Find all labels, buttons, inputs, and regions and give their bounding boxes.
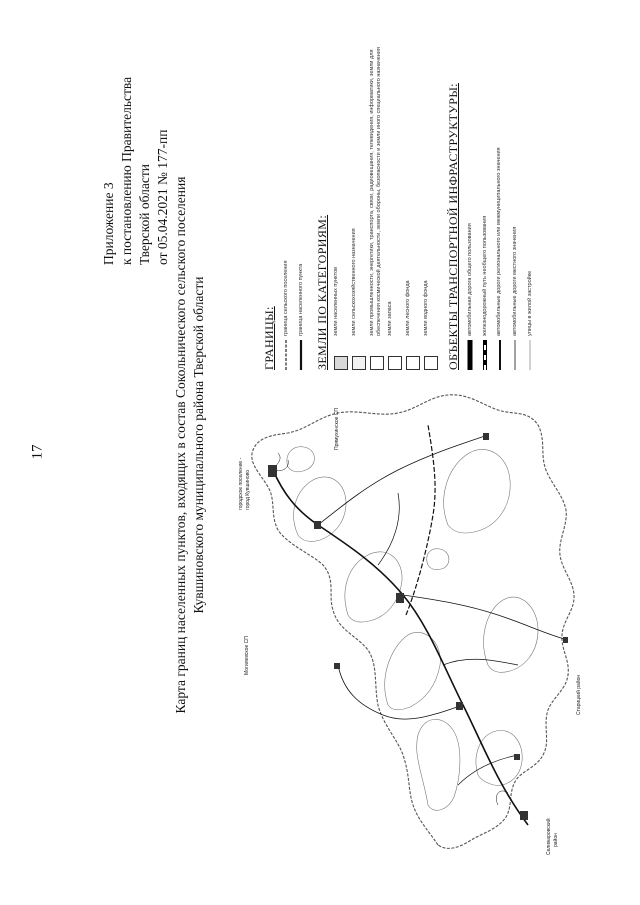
legend-item bbox=[405, 20, 420, 370]
legend-label: автомобильные дороги регионального или межмуниципального значения bbox=[496, 147, 503, 336]
map-label-gorodskoe: город Кувшиново bbox=[245, 469, 251, 510]
settlement bbox=[563, 637, 568, 643]
legend-item bbox=[351, 20, 366, 370]
legend-heading-categories: ЗЕМЛИ ПО КАТЕГОРИЯМ: bbox=[315, 214, 329, 370]
legend-item bbox=[423, 20, 438, 370]
category-swatch bbox=[406, 336, 420, 370]
page-number: 17 bbox=[29, 444, 46, 460]
legend-item bbox=[294, 20, 307, 370]
regional-road bbox=[273, 470, 528, 825]
settlement bbox=[334, 663, 340, 669]
settlement bbox=[520, 811, 528, 820]
legend-label: железнодорожный путь необщего пользования bbox=[481, 215, 488, 336]
legend-item bbox=[279, 20, 292, 370]
map-label-selizharovsky: район bbox=[553, 833, 559, 847]
forest-area bbox=[444, 449, 510, 533]
settlement-boundary-symbol bbox=[283, 336, 289, 370]
legend-label: автомобильная дорога общего пользования bbox=[466, 223, 473, 336]
public-road-symbol bbox=[466, 336, 474, 370]
legend-item bbox=[478, 20, 491, 370]
title-line: Кувшиновского муниципального района Тверской области bbox=[191, 276, 206, 614]
water-body bbox=[287, 447, 314, 472]
railway-symbol bbox=[481, 336, 489, 370]
legend-heading-infrastructure: ОБЪЕКТЫ ТРАНСПОРТНОЙ ИНФРАСТРУКТУРЫ: bbox=[446, 83, 460, 370]
legend-item bbox=[387, 20, 402, 370]
map-legend bbox=[262, 20, 538, 370]
street-symbol bbox=[526, 336, 534, 370]
legend-label: граница населенного пункта bbox=[297, 263, 304, 336]
legend-label: земли населенных пунктов bbox=[333, 266, 339, 336]
legend-item bbox=[463, 20, 476, 370]
settlement bbox=[396, 593, 404, 603]
forest-area bbox=[417, 719, 460, 810]
category-swatch bbox=[370, 336, 384, 370]
title-line: Карта границ населенных пунктов, входящих в состав Сокольнического сельского поселения bbox=[173, 176, 188, 714]
local-road bbox=[378, 493, 399, 565]
local-road-symbol bbox=[511, 336, 519, 370]
local-road bbox=[458, 755, 518, 785]
legend-label: земли лесного фонда bbox=[405, 280, 411, 336]
legend-item bbox=[523, 20, 536, 370]
legend-item bbox=[333, 20, 348, 370]
local-road bbox=[318, 435, 488, 525]
forest-area bbox=[345, 552, 402, 622]
local-road bbox=[443, 659, 518, 665]
legend-label: земли промышленности, энергетики, транспорта, связи, радиовещания, телевидения, информатики, земли для обеспечения космической деятельности, земли обороны, безопасности и земли иного специального назначения bbox=[369, 47, 382, 336]
appendix-line: к постановлению Правительства bbox=[119, 76, 134, 265]
legend-heading-boundaries: ГРАНИЦЫ: bbox=[262, 306, 276, 370]
legend-item bbox=[493, 20, 506, 370]
appendix-block bbox=[100, 5, 172, 265]
legend-label: земли сельскохозяйственного назначения bbox=[351, 228, 357, 336]
legend-label: граница сельского поселения bbox=[282, 260, 289, 336]
map-label-pryamukhinskoe: Прямухинское СП bbox=[334, 408, 340, 450]
category-swatch bbox=[388, 336, 402, 370]
appendix-line: Приложение 3 bbox=[101, 182, 116, 265]
forest-area bbox=[385, 632, 441, 709]
appendix-line: Тверской области bbox=[137, 164, 152, 265]
railway bbox=[406, 425, 435, 615]
legend-item bbox=[369, 20, 384, 370]
legend-label: улицы в жилой застройке bbox=[526, 270, 533, 336]
local-road bbox=[338, 665, 463, 719]
settlement bbox=[314, 521, 321, 529]
settlement bbox=[268, 465, 277, 477]
forest-area bbox=[484, 597, 538, 672]
map-label-selizharovsky: Селижаровский bbox=[546, 818, 552, 855]
settlement bbox=[456, 702, 463, 710]
category-swatch bbox=[352, 336, 366, 370]
map-title bbox=[172, 75, 208, 815]
legend-label: автомобильные дороги местного значения bbox=[511, 226, 518, 336]
water-body bbox=[427, 549, 449, 570]
legend-label: земли водного фонда bbox=[423, 280, 429, 336]
legend-label: земли запаса bbox=[387, 301, 393, 336]
roads bbox=[268, 425, 568, 825]
category-swatch bbox=[334, 336, 348, 370]
settlements bbox=[268, 433, 568, 820]
land-patches bbox=[287, 447, 538, 811]
appendix-line: от 05.04.2021 № 177-пп bbox=[155, 129, 170, 265]
regional-road-symbol bbox=[496, 336, 504, 370]
street-network bbox=[268, 453, 508, 805]
legend-item bbox=[508, 20, 521, 370]
settlement-map bbox=[228, 385, 588, 865]
map-label-staritsky: Старицкий район bbox=[576, 674, 582, 715]
category-swatch bbox=[424, 336, 438, 370]
map-label-gorodskoe: городское поселение - bbox=[238, 457, 244, 510]
map-label-mogilevskoe: Могилевское СП bbox=[244, 636, 250, 675]
locality-boundary-symbol bbox=[298, 336, 304, 370]
settlement bbox=[514, 754, 520, 760]
settlement bbox=[483, 433, 489, 440]
